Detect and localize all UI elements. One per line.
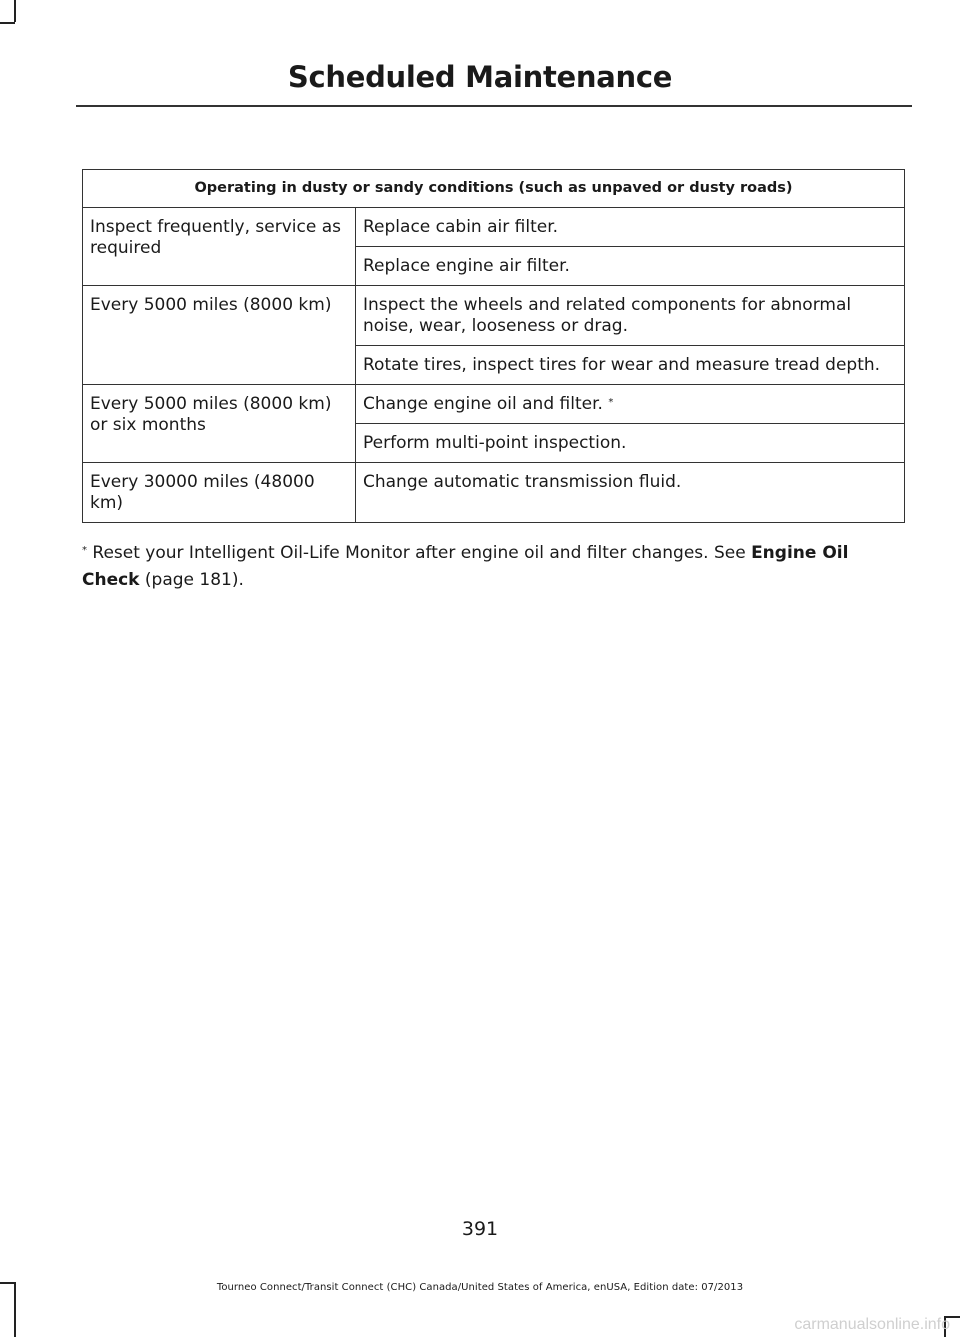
- table-row: [83, 208, 905, 247]
- interval-cell: Every 5000 miles (8000 km) or six months: [83, 385, 356, 463]
- footnote-page-ref: (page 181).: [139, 570, 244, 590]
- crop-mark: [0, 22, 15, 24]
- table-row: [83, 385, 905, 424]
- task-cell: Inspect the wheels and related components for abnormal noise, wear, looseness or drag.: [356, 286, 905, 346]
- task-cell: Rotate tires, inspect tires for wear and measure tread depth.: [356, 346, 905, 385]
- interval-cell: Every 30000 miles (48000 km): [83, 463, 356, 523]
- engine-oil-check-link[interactable]: Engine Oil Check: [82, 543, 849, 590]
- footnote-text: Reset your Intelligent Oil-Life Monitor after engine oil and filter changes. See: [87, 543, 752, 563]
- task-cell: Perform multi-point inspection.: [356, 424, 905, 463]
- table-row: [83, 463, 905, 523]
- watermark: carmanualsonline.info: [794, 1316, 950, 1333]
- footnote-marker: *: [608, 397, 614, 408]
- header-divider: [76, 105, 912, 107]
- table-header-row: [83, 170, 905, 208]
- task-text: Change engine oil and filter.: [363, 394, 609, 414]
- task-cell: Change automatic transmission fluid.: [356, 463, 905, 523]
- page-number: 391: [461, 1218, 499, 1240]
- footnote-marker: *: [82, 545, 87, 556]
- table-header: Operating in dusty or sandy conditions (such as unpaved or dusty roads): [83, 170, 905, 208]
- footnote: [82, 540, 902, 594]
- page-title: Scheduled Maintenance: [287, 60, 673, 94]
- interval-cell: Inspect frequently, service as required: [83, 208, 356, 286]
- task-cell: [356, 385, 905, 424]
- task-cell: Replace engine air filter.: [356, 247, 905, 286]
- crop-mark: [14, 0, 16, 22]
- table-row: [83, 286, 905, 346]
- maintenance-table: [82, 169, 905, 523]
- interval-cell: Every 5000 miles (8000 km): [83, 286, 356, 385]
- task-cell: Replace cabin air filter.: [356, 208, 905, 247]
- edition-line: Tourneo Connect/Transit Connect (CHC) Canada/United States of America, enUSA, Edition date: 07/2013: [216, 1282, 744, 1293]
